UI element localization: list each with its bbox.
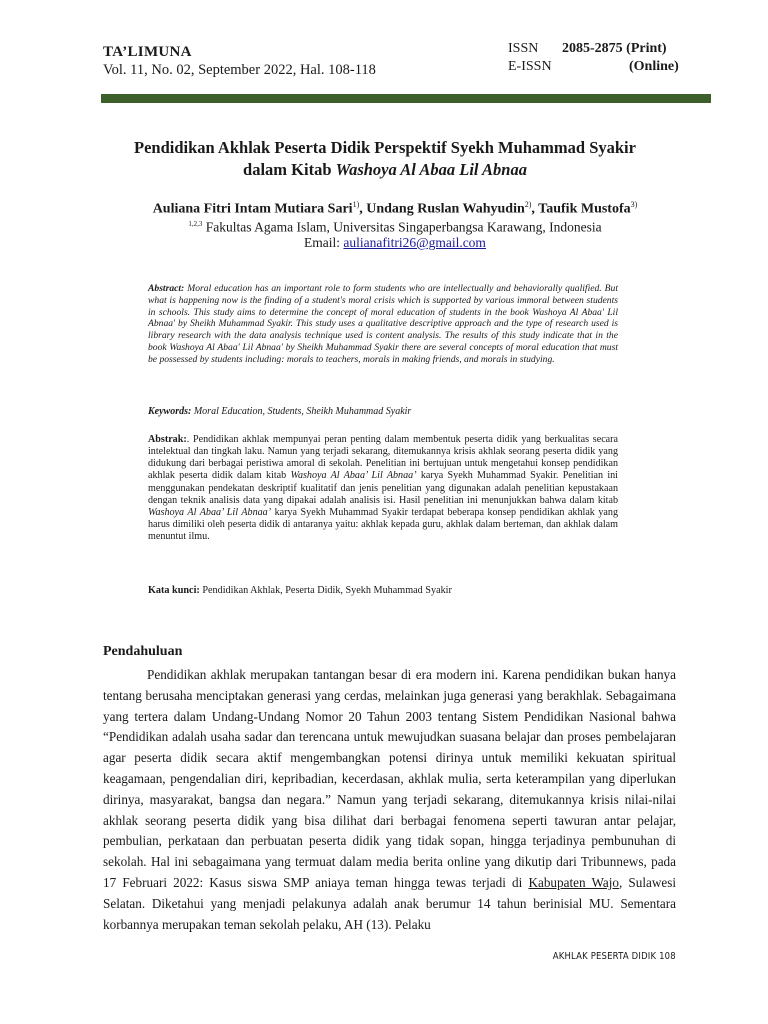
abstract-id-part-1: . Pendidikan akhlak mempunyai peran penting dalam membentuk peserta didik yang berkualitas secara intelektual dan tingkah laku. Namun yang terjadi sekarang, ditemukannya krisis akhlak seorang peserta didik yang didukung dari berbagai peristiwa amoral di sekolah. Penelitian ini bertujuan untuk mengetahui konsep pendidikan akhlak peserta didik dalam kitab bbox=[148, 434, 618, 482]
abstract-id-part-2: karya Syekh Muhammad Syakir. Penelitian ini menggunakan pendekatan deskriptif kualitatif dan jenis penelitian yang digunakan adalah penelitian kepustakaan dengan teknik analisis data yang dipakai adalah analisis isi. Hasil penelitian ini menunjukkan bahwa dalam kitab bbox=[148, 470, 618, 506]
email-link[interactable]: aulianafitri26@gmail.com bbox=[343, 235, 486, 250]
body-underlined-link[interactable]: Kabupaten Wajo bbox=[528, 874, 619, 890]
title-line-1: Pendidikan Akhlak Peserta Didik Perspektif Syekh Muhammad Syakir bbox=[134, 138, 636, 157]
keywords-en-label: Keywords: bbox=[148, 406, 192, 417]
issn-block bbox=[508, 40, 679, 76]
eissn-value: (Online) bbox=[629, 59, 679, 74]
header-divider-bar bbox=[101, 94, 711, 103]
author-1-sup: 1) bbox=[352, 200, 360, 209]
keywords-en-text: Moral Education, Students, Sheikh Muhammad Syakir bbox=[193, 406, 412, 417]
journal-name: TA’LIMUNA bbox=[103, 44, 192, 60]
issn-label: ISSN bbox=[508, 41, 539, 56]
affiliation-sup: 1,2,3 bbox=[188, 220, 203, 228]
issn-value: 2085-2875 (Print) bbox=[562, 41, 667, 56]
abstract-id-label: Abstrak: bbox=[148, 434, 187, 445]
abstract-en-label: Abstract: bbox=[148, 283, 185, 294]
abstract-id-book-2: Washoya Al Abaa’ Lil Abnaa’ bbox=[148, 506, 272, 518]
body-part-1: Pendidikan akhlak merupakan tantangan besar di era modern ini. Karena pendidikan bukan hanya tentang berusaha menciptakan generasi yang cerdas, melainkan juga generasi yang berakhlak. Sebagaimana yang tertera dalam Undang-Undang Nomor 20 Tahun 2003 tentang Sistem Pendidikan Nasional bahwa “Pendidikan adalah usaha sadar dan terencana untuk mewujudkan suasana belajar dan proses pembelajaran agar peserta didik secara aktif mengembangkan potensi dirinya untuk memiliki kekuatan spiritual keagamaan, pengendalian diri, kepribadian, kecerdasan, akhlak mulia, serta keterampilan yang diperlukan dirinya, masyarakat, bangsa dan negara.” Namun yang terjadi sekarang, ditemukannya krisis nilai-nilai akhlak seorang peserta didik yang bisa dilihat dari berbagai fenomena seperti tawuran antar pelajar, pembulian, perkataan dan perbuatan peserta didik yang tidak sopan, hingga terjadinya pembunuhan di sekolah. Hal ini sebagaimana yang termuat dalam media berita online yang dikutip dari Tribunnews, pada 17 Februari 2022: Kasus siswa SMP aniaya teman hingga tewas terjadi di bbox=[103, 667, 676, 890]
keywords-english bbox=[148, 406, 618, 418]
journal-header bbox=[103, 43, 376, 79]
contact-email bbox=[80, 234, 710, 252]
author-2-sup: 2) bbox=[524, 200, 532, 209]
abstract-english bbox=[148, 283, 618, 366]
author-3-sup: 3) bbox=[630, 200, 638, 209]
running-footer: AKHLAK PESERTA DIDIK 108 bbox=[552, 951, 676, 962]
section-heading: Pendahuluan bbox=[103, 644, 183, 659]
abstract-indonesian bbox=[148, 434, 618, 543]
eissn-label: E-ISSN bbox=[508, 59, 552, 74]
section-body bbox=[103, 665, 676, 935]
abstract-id-book-1: Washoya Al Abaa’ Lil Abnaa’ bbox=[290, 470, 417, 482]
abstract-en-text: Moral education has an important role to form students who are intellectually and behaviorally qualified. But what is happening now is the finding of a student's moral crisis which is supported by various immoral between students in schools. This study aims to determine the concept of moral education of students in the book Washoya Al Abaa' Lil Abnaa' by Sheikh Muhammad Syakir. This study uses a qualitative descriptive approach and the type of research used is library research with the data analysis technique used is content analysis. The results of this study indicate that in the book Washoya Al Abaa' Lil Abnaa' by Sheikh Muhammad Syakir there are several concepts of moral education that must be possessed by students including: morals to teachers, morals in making friends, and morals in studying. bbox=[148, 283, 619, 365]
author-1: Auliana Fitri Intam Mutiara Sari bbox=[152, 201, 353, 217]
keywords-id-label: Kata kunci: bbox=[148, 585, 200, 596]
title-line-2 bbox=[90, 159, 680, 181]
keywords-id-text: Pendidikan Akhlak, Peserta Didik, Syekh Muhammad Syakir bbox=[202, 585, 452, 596]
author-separator: , bbox=[531, 201, 539, 217]
author-2: Undang Ruslan Wahyudin bbox=[366, 201, 525, 217]
title-line-2-prefix: dalam Kitab bbox=[243, 160, 332, 179]
affiliation-text: Fakultas Agama Islam, Universitas Singaperbangsa Karawang, Indonesia bbox=[205, 219, 602, 235]
title-book-name: Washoya Al Abaa Lil Abnaa bbox=[335, 160, 527, 179]
author-separator: , bbox=[359, 201, 367, 217]
article-title bbox=[90, 137, 680, 181]
keywords-indonesian bbox=[148, 585, 618, 597]
body-part-2: , Sulawesi Selatan. Diketahui yang menjadi pelakunya adalah anak berumur 14 tahun berinisial MU. Sementara korbannya merupakan teman sekolah pelaku, AH (13). Pelaku bbox=[103, 874, 677, 932]
journal-volume: Vol. 11, No. 02, September 2022, Hal. 108-118 bbox=[103, 62, 376, 78]
abstract-id-part-3: karya Syekh Muhammad Syakir terdapat beberapa konsep pendidikan akhlak yang harus dimiliki oleh peserta didik di antaranya yaitu: akhlak kepada guru, akhlak dalam berteman, dan akhlak dalam menuntut ilmu. bbox=[148, 506, 618, 543]
author-3: Taufik Mustofa bbox=[538, 201, 631, 217]
email-label: Email: bbox=[304, 235, 341, 250]
